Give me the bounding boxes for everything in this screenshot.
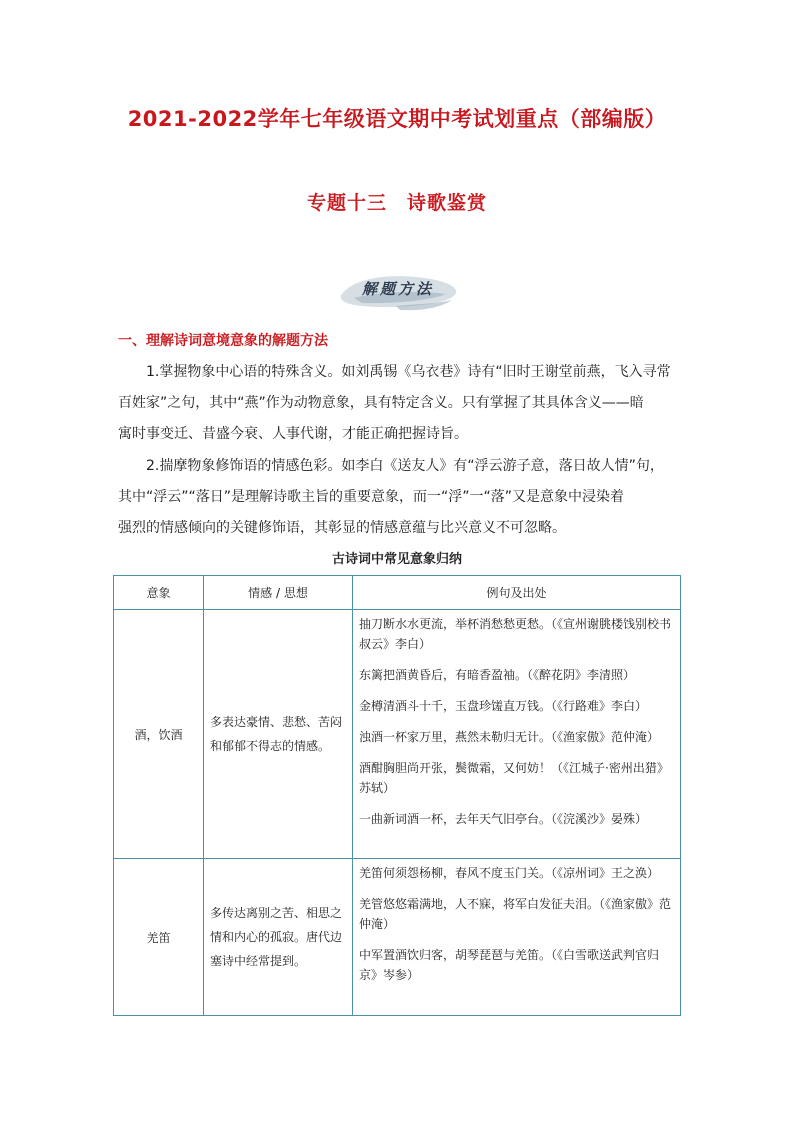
paragraph-line: 百姓家”之句，其中“燕”作为动物意象，具有特定含义。只有掌握了其具体含义——暗 xyxy=(118,395,644,411)
example-line: 酒酣胸胆尚开张，鬓微霜，又何妨！（《江城子·密州出猎》苏轼） xyxy=(359,761,669,795)
table-row xyxy=(114,610,681,859)
table-header-row xyxy=(114,576,681,610)
examples-cell xyxy=(353,859,681,1016)
examples-cell xyxy=(353,610,681,859)
column-header-image: 意象 xyxy=(114,576,204,610)
badge-label: 解题方法 xyxy=(361,280,434,298)
paragraph-line: 强烈的情感倾向的关键修饰语，其彰显的情感意蕴与比兴意义不可忽略。 xyxy=(118,520,566,536)
emotion-cell: 多传达离别之苦、相思之情和内心的孤寂。唐代边塞诗中经常提到。 xyxy=(204,859,353,1016)
paragraph-2 xyxy=(118,451,678,544)
paragraph-line: 1.掌握物象中心语的特殊含义。如刘禹锡《乌衣巷》诗有“旧时王谢堂前燕，飞入寻常 xyxy=(146,364,671,380)
paragraph-line: 其中“浮云”“落日”是理解诗歌主旨的重要意象，而一“浮”一“落”又是意象中浸染着 xyxy=(118,489,625,505)
example-line: 羌管悠悠霜满地，人不寐，将军白发征夫泪。（《渔家傲》范仲淹） xyxy=(359,897,672,931)
document-title: 2021-2022学年七年级语文期中考试划重点（部编版） xyxy=(127,107,667,131)
paragraph-line: 寓时事变迁、昔盛今衰、人事代谢，才能正确把握诗旨。 xyxy=(118,426,468,442)
example-line: 浊酒一杯家万里，燕然未勒归无计。（《渔家傲》范仲淹） xyxy=(359,730,660,744)
example-line: 抽刀断水水更流，举杯消愁愁更愁。（《宣州谢朓楼饯别校书叔云》李白） xyxy=(359,617,672,651)
example-line: 一曲新词酒一杯，去年天气旧亭台。（《浣溪沙》晏殊） xyxy=(359,812,648,826)
emotion-cell: 多表达豪情、悲愁、苦闷和郁郁不得志的情感。 xyxy=(204,610,353,859)
example-line: 羌笛何须怨杨柳，春风不度玉门关。（《凉州词》王之涣） xyxy=(359,866,660,880)
paragraph-line: 2.揣摩物象修饰语的情感色彩。如李白《送友人》有“浮云游子意，落日故人情”句， xyxy=(146,458,664,474)
method-badge xyxy=(336,268,460,314)
imagery-table xyxy=(113,575,681,1016)
example-line: 东篱把酒黄昏后，有暗香盈袖。（《醉花阴》李清照） xyxy=(359,668,636,682)
section-heading: 一、理解诗词意境意象的解题方法 xyxy=(118,333,328,349)
example-line: 金樽清酒斗十千，玉盘珍馐直万钱。（《行路难》李白） xyxy=(359,699,648,713)
topic-subtitle: 专题十三 诗歌鉴赏 xyxy=(306,192,487,214)
paragraph-1 xyxy=(118,357,678,450)
table-caption: 古诗词中常见意象归纳 xyxy=(331,552,462,567)
image-cell: 酒，饮酒 xyxy=(114,610,204,859)
image-cell: 羌笛 xyxy=(114,859,204,1016)
table-row xyxy=(114,859,681,1016)
column-header-emotion: 情感 / 思想 xyxy=(204,576,353,610)
column-header-examples: 例句及出处 xyxy=(353,576,681,610)
example-line: 中军置酒饮归客，胡琴琵琶与羌笛。（《白雪歌送武判官归京》岑参） xyxy=(359,948,660,982)
